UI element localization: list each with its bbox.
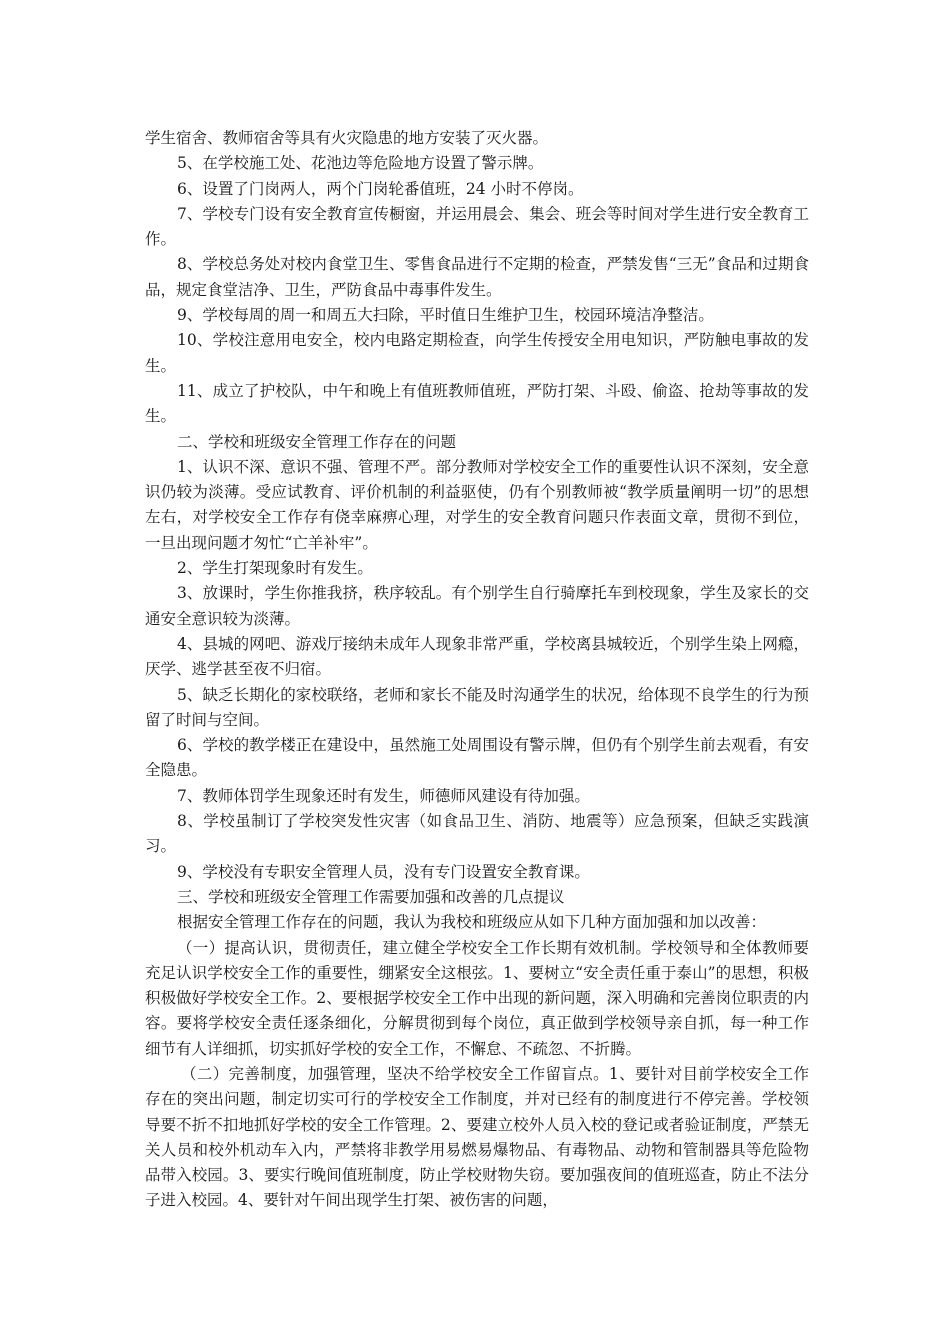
section-heading: 二、学校和班级安全管理工作存在的问题 <box>177 432 457 451</box>
paragraph: 1、认识不深、意识不强、管理不严。部分教师对学校安全工作的重要性认识不深刻，安全意识仍较为淡薄。受应试教育、评价机制的利益驱使，仍有个别教师被“教学质量阐明一切”的思想左右，对学校安全工作存有侥幸麻痹心理，对学生的安全教育问题只作表面文章，贯彻不到位，一旦出现问题才匆忙“亡羊补牢”。 <box>145 457 809 552</box>
paragraph: 7、学校专门设有安全教育宣传橱窗，并运用晨会、集会、班会等时间对学生进行安全教育工作。 <box>145 204 809 249</box>
paragraph: 8、学校虽制订了学校突发性灾害（如食品卫生、消防、地震等）应急预案，但缺乏实践演习。 <box>145 812 809 856</box>
paragraph: 9、学校每周的周一和周五大扫除，平时值日生维护卫生，校园环境洁净整洁。 <box>177 306 714 325</box>
paragraph: 9、学校没有专职安全管理人员，没有专门设置安全教育课。 <box>177 862 590 881</box>
paragraph: 6、设置了门岗两人，两个门岗轮番值班，24 小时不停岗。 <box>177 179 584 198</box>
paragraph: 11、成立了护校队，中午和晚上有值班教师值班，严防打架、斗殴、偷盗、抢劫等事故的发生。 <box>145 381 809 426</box>
paragraph: 7、教师体罚学生现象还时有发生，师德师风建设有待加强。 <box>177 786 590 805</box>
paragraph: （二）完善制度，加强管理，坚决不给学校安全工作留盲点。1、要针对目前学校安全工作存在的突出问题，制定切实可行的学校安全工作制度，并对已经有的制度进行不停完善。学校领导要不折不扣地抓好学校的安全工作管理。2、要建立校外人员入校的登记或者验证制度，严禁无关人员和校外机动车入内，严禁将非教学用易燃易爆物品、有毒物品、动物和管制器具等危险物品带入校园。3、要实行晚间值班制度，防止学校财物失窃。要加强夜间的值班巡查，防止不法分子进入校园。4、要针对午间出现学生打架、被伤害的问题， <box>145 1064 809 1210</box>
section-heading: 三、学校和班级安全管理工作需要加强和改善的几点提议 <box>177 887 565 906</box>
paragraph: 学生宿舍、教师宿舍等具有火灾隐患的地方安装了灭火器。 <box>145 129 549 147</box>
paragraph: 3、放课时，学生你推我挤，秩序较乱。有个别学生自行骑摩托车到校现象，学生及家长的交通安全意识较为淡薄。 <box>145 584 809 628</box>
document-body <box>145 126 809 1214</box>
paragraph: 8、学校总务处对校内食堂卫生、零售食品进行不定期的检查，严禁发售“三无”食品和过期食品，规定食堂洁净、卫生，严防食品中毒事件发生。 <box>145 255 809 299</box>
paragraph: 4、县城的网吧、游戏厅接纳未成年人现象非常严重，学校离县城较近，个别学生染上网瘾，厌学、逃学甚至夜不归宿。 <box>145 634 809 679</box>
paragraph: 10、学校注意用电安全，校内电路定期检查，向学生传授安全用电知识，严防触电事故的发生。 <box>145 331 809 375</box>
paragraph: 6、学校的教学楼正在建设中，虽然施工处周围设有警示牌，但仍有个别学生前去观看，有安全隐患。 <box>145 736 809 780</box>
paragraph: 5、在学校施工处、花池边等危险地方设置了警示牌。 <box>177 154 544 173</box>
paragraph: 2、学生打架现象时有发生。 <box>177 559 373 578</box>
paragraph: 5、缺乏长期化的家校联络，老师和家长不能及时沟通学生的状况，给体现不良学生的行为预留了时间与空间。 <box>145 685 809 729</box>
paragraph: 根据安全管理工作存在的问题，我认为我校和班级应从如下几种方面加强和加以改善： <box>177 913 767 932</box>
paragraph: （一）提高认识，贯彻责任，建立健全学校安全工作长期有效机制。学校领导和全体教师要充足认识学校安全工作的重要性，绷紧安全这根弦。1、要树立“安全责任重于泰山”的思想，积极积极做好学校安全工作。2、要根据学校安全工作中出现的新问题，深入明确和完善岗位职责的内容。要将学校安全责任逐条细化，分解贯彻到每个岗位，真正做到学校领导亲自抓，每一种工作细节有人详细抓，切实抓好学校的安全工作，不懈怠、不疏忽、不折腾。 <box>145 938 809 1058</box>
